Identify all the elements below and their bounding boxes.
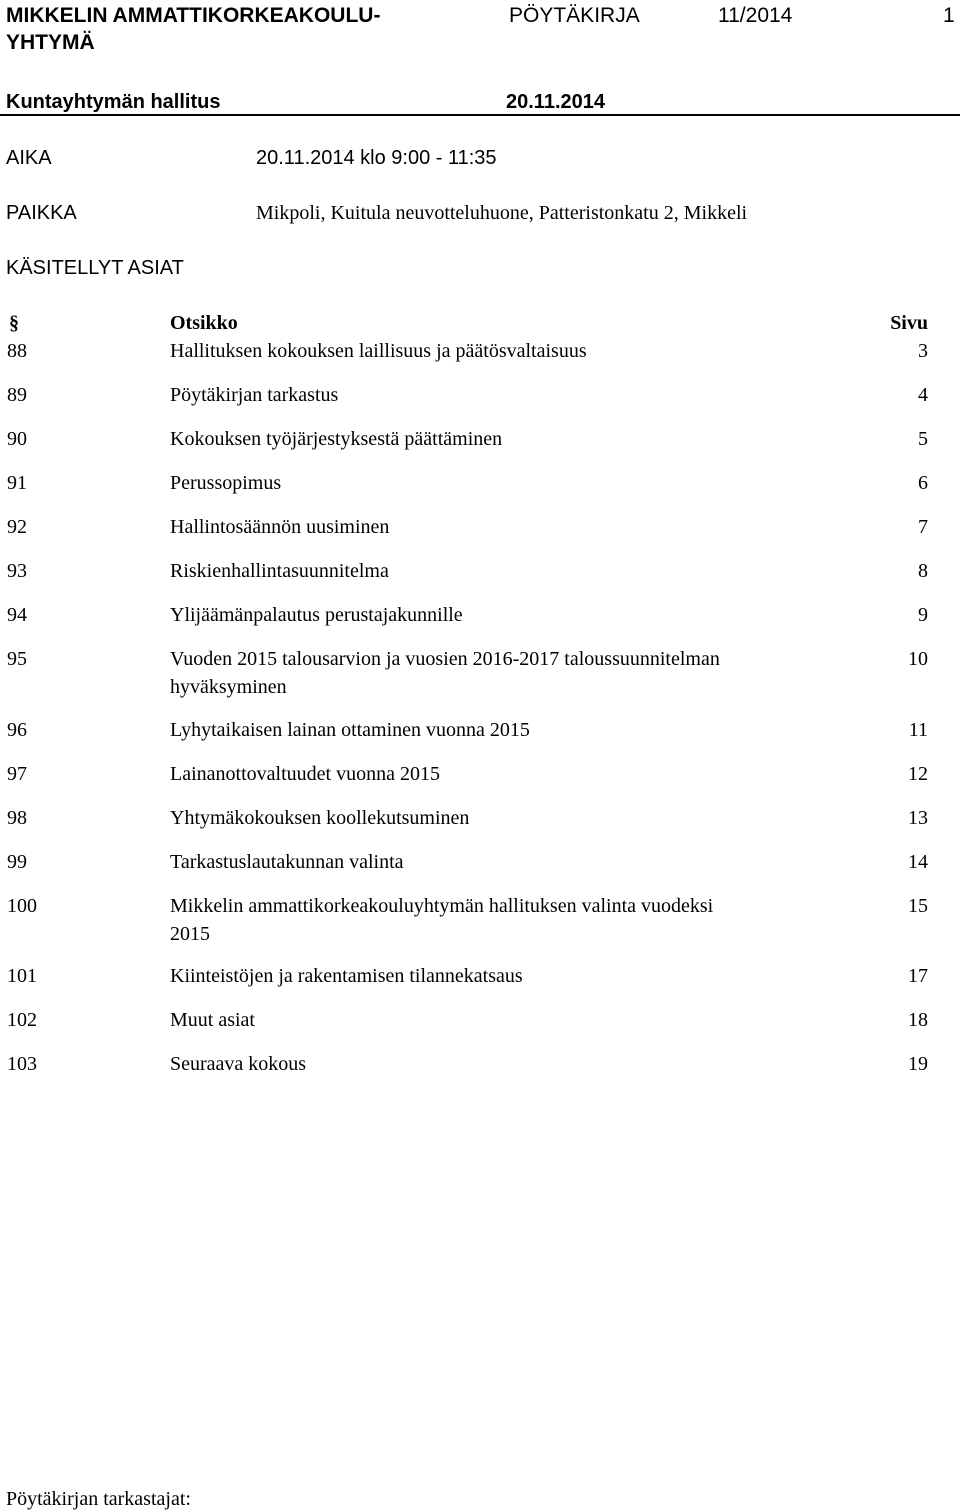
agenda-item-page: 5 [918,428,928,450]
agenda-item-number: 93 [7,560,27,582]
organization-name-line1: MIKKELIN AMMATTIKORKEAKOULU- [6,4,381,27]
header-divider [0,114,960,116]
page-number: 1 [943,4,955,27]
section-symbol-header: § [9,312,19,334]
agenda-item-title: Tarkastuslautakunnan valinta [170,851,404,873]
agenda-item-page: 9 [918,604,928,626]
agenda-item-number: 101 [7,965,37,987]
agenda-item-number: 95 [7,648,27,670]
agenda-item-page: 18 [908,1009,928,1031]
agenda-item-number: 94 [7,604,27,626]
agenda-item-title: Lainanottovaltuudet vuonna 2015 [170,763,440,785]
agenda-item-number: 99 [7,851,27,873]
reviewers-label: Pöytäkirjan tarkastajat: [6,1488,191,1510]
agenda-item-number: 89 [7,384,27,406]
document-number: 11/2014 [718,4,793,27]
column-header-title: Otsikko [170,312,238,334]
agenda-item-page: 10 [908,648,928,670]
agenda-item-page: 11 [908,719,928,741]
agenda-item-title: Muut asiat [170,1009,255,1031]
agenda-item-title: Hallituksen kokouksen laillisuus ja päätösvaltaisuus [170,340,587,362]
agenda-item-title: Ylijäämänpalautus perustajakunnille [170,604,463,626]
place-label: PAIKKA [6,202,77,224]
agenda-item-title: Yhtymäkokouksen koollekutsuminen [170,807,470,829]
section-heading: KÄSITELLYT ASIAT [6,257,184,279]
agenda-item-page: 13 [908,807,928,829]
agenda-item-page: 15 [908,895,928,917]
agenda-item-number: 91 [7,472,27,494]
time-label: AIKA [6,147,52,169]
agenda-item-number: 102 [7,1009,37,1031]
agenda-item-number: 98 [7,807,27,829]
agenda-item-number: 100 [7,895,37,917]
agenda-item-title: Kiinteistöjen ja rakentamisen tilannekatsaus [170,965,523,987]
agenda-item-page: 8 [918,560,928,582]
agenda-item-number: 90 [7,428,27,450]
agenda-item-page: 3 [918,340,928,362]
agenda-item-page: 19 [908,1053,928,1075]
agenda-item-number: 97 [7,763,27,785]
agenda-item-title: Mikkelin ammattikorkeakouluyhtymän hallituksen valinta vuodeksi 2015 [170,895,714,945]
agenda-item-page: 4 [918,384,928,406]
agenda-item-title: Riskienhallintasuunnitelma [170,560,389,582]
agenda-item-title: Pöytäkirjan tarkastus [170,384,339,406]
agenda-item-title: Seuraava kokous [170,1053,307,1075]
agenda-item-title: Vuoden 2015 talousarvion ja vuosien 2016-2017 taloussuunnitelman hyväksyminen [170,648,720,698]
agenda-item-page: 6 [918,472,928,494]
agenda-item-page: 14 [908,851,928,873]
agenda-item-title: Hallintosäännön uusiminen [170,516,390,538]
place-value: Mikpoli, Kuitula neuvotteluhuone, Patteristonkatu 2, Mikkeli [256,202,748,224]
meeting-date: 20.11.2014 [506,91,605,113]
agenda-item-title: Lyhytaikaisen lainan ottaminen vuonna 2015 [170,719,530,741]
agenda-item-number: 88 [7,340,27,362]
agenda-item-page: 17 [908,965,928,987]
agenda-item-title: Perussopimus [170,472,282,494]
agenda-item-page: 7 [918,516,928,538]
agenda-item-number: 103 [7,1053,37,1075]
agenda-item-number: 96 [7,719,27,741]
document-type: PÖYTÄKIRJA [509,4,640,27]
governing-body-name: Kuntayhtymän hallitus [6,91,221,113]
organization-name-line2: YHTYMÄ [6,31,95,54]
time-value: 20.11.2014 klo 9:00 - 11:35 [256,147,497,169]
column-header-page: Sivu [890,312,928,334]
agenda-item-title: Kokouksen työjärjestyksestä päättäminen [170,428,503,450]
agenda-item-page: 12 [908,763,928,785]
agenda-item-number: 92 [7,516,27,538]
